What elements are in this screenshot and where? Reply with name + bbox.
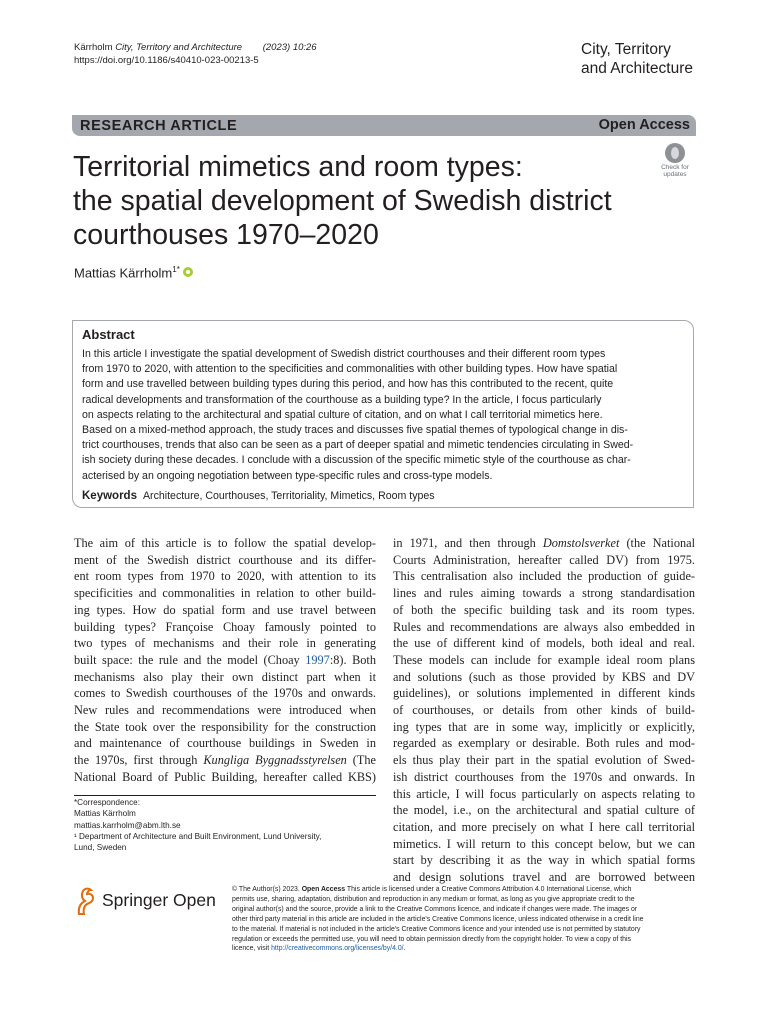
author-name[interactable]: Mattias Kärrholm xyxy=(74,265,173,281)
author-line xyxy=(74,265,193,280)
body-line: building types? Françoise Choay famously pointed to xyxy=(74,619,376,634)
license-line: permits use, sharing, adaptation, distribution and reproduction in any medium or format, as long as you give appropriate credit to the xyxy=(232,895,635,903)
body-line: start by describing it as the way in which spatial forms xyxy=(393,853,695,868)
abstract-line: ish society during these decades. I conclude with a discussion of the specific mimetic style of the courthouse as char- xyxy=(82,454,631,467)
footnote-line: Lund, Sweden xyxy=(74,843,127,853)
check-updates-icon xyxy=(665,143,685,163)
correspondence-footnote xyxy=(74,797,376,853)
body-line: of both the specific building task and its room types. xyxy=(393,602,695,617)
abstract-line: Based on a mixed-method approach, the study traces and discusses five spatial themes of typological change in dis- xyxy=(82,424,628,437)
body-line: These models can include for example ideal room plans xyxy=(393,652,695,667)
body-line: and design solutions travel and are borrowed between xyxy=(393,870,695,885)
body-line: els thus play their part in the spatial evolution of Swed- xyxy=(393,753,695,768)
body-line: the use of different kind of models, both ideal and real. xyxy=(393,636,695,651)
footnote-rule xyxy=(74,795,376,796)
body-line: this article, I will focus particularly on aspects relating to xyxy=(393,786,695,801)
citation-header xyxy=(74,42,317,67)
open-access-label: Open Access xyxy=(598,117,690,133)
springer-wordmark: Springer xyxy=(102,890,169,910)
body-line: New rules and recommendations were introduced when xyxy=(74,703,376,718)
abstract-line: form and use travelled between building types during this period, and how has this contributed to the recent, quite xyxy=(82,378,614,391)
body-line: The aim of this article is to follow the spatial develop- xyxy=(74,536,376,550)
body-line: mimetics. I will return to this concept below, but we can xyxy=(393,836,695,851)
title-line: courthouses 1970–2020 xyxy=(73,219,379,251)
body-line: of courthouses, or details from other kinds of build- xyxy=(393,703,695,718)
body-line: Rules and recommendations are always also embedded in xyxy=(393,619,695,634)
footnote-line: Mattias Kärrholm xyxy=(74,809,136,819)
body-line: ment of the Swedish district courthouse and its differ- xyxy=(74,552,376,567)
journal-name xyxy=(581,40,693,78)
license-line: licence, visit http://creativecommons.org/licenses/by/4.0/. xyxy=(232,945,406,953)
body-line: two types of mechanisms and their role in generating xyxy=(74,636,376,651)
journal-name-line2: and Architecture xyxy=(581,60,694,77)
license-text xyxy=(232,885,697,954)
body-line: the model, i.e., on the architectural and spatial culture of xyxy=(393,803,695,818)
author-affiliation-marks: 1* xyxy=(172,265,180,274)
body-line: lines and rules aiming towards a strong standardisation xyxy=(393,586,695,601)
body-line: guidelines), or solutions implemented in different kinds xyxy=(393,686,695,701)
body-line: built space: the rule and the model (Choay 1997:8). Both xyxy=(74,652,376,667)
author-email[interactable]: mattias.karrholm@abm.lth.se xyxy=(74,820,181,830)
citation-author: Kärrholm xyxy=(74,42,113,53)
abstract-heading: Abstract xyxy=(82,327,135,342)
doi-link[interactable]: https://doi.org/10.1186/s40410-023-00213-5 xyxy=(74,54,259,66)
keywords xyxy=(82,490,435,502)
abstract-text xyxy=(82,347,686,484)
body-line: in 1971, and then through Domstolsverket (the National xyxy=(393,536,695,550)
abstract-line: In this article I investigate the spatial development of Swedish district courthouses and their different room types xyxy=(82,348,606,360)
footnote-line: *Correspondence: xyxy=(74,798,140,807)
abstract-line: acterised by an ongoing negotiation between type-specific rules and cross-type models. xyxy=(82,469,493,482)
body-line: Courts Administration, hereafter called DV) from 1975. xyxy=(393,552,695,567)
abstract-line: trict courthouses, trends that also can be seen as a part of deeper spatial and mimetic tendencies circulating in Swed- xyxy=(82,439,634,452)
title-line: Territorial mimetics and room types: xyxy=(73,151,523,183)
license-line: regulation or exceeds the permitted use, you will need to obtain permission directly from the copyright holder. To view a copy of this xyxy=(232,935,631,943)
license-line: other third party material in this article are included in the article's Creative Commons licence, unless indicated otherwise in a credit line xyxy=(232,915,644,923)
check-for-updates-badge[interactable] xyxy=(656,142,694,180)
body-line: specificities and commonalities in relation to other build- xyxy=(74,586,376,601)
body-line: and solutions (such as those provided by KBS and DV xyxy=(393,669,695,684)
body-line: This centralisation also included the production of guide- xyxy=(393,569,695,584)
body-line: ing types. How do spatial form and use travel between xyxy=(74,602,376,617)
body-line: National Board of Public Building, hereafter called KBS) xyxy=(74,769,376,784)
body-line: ent room types from 1970 to 2020, with attention to its xyxy=(74,569,376,584)
body-line: mechanisms also play their own distinct part when it xyxy=(74,669,376,684)
journal-name-line1: City, Territory xyxy=(581,41,671,58)
abstract-line: radical developments and transformation of the courthouse as a building type? In the article, I focus particularly xyxy=(82,393,602,406)
keywords-list: Architecture, Courthouses, Territoriality, Mimetics, Room types xyxy=(142,490,435,502)
body-line: ish district courthouses from the 1970s and onwards. In xyxy=(393,769,695,784)
check-updates-text: Check for updates xyxy=(661,164,689,178)
keywords-label: Keywords xyxy=(82,490,137,502)
body-line: the State took over the responsibility for the construction xyxy=(74,719,376,734)
body-column-right xyxy=(393,535,695,886)
title-line: the spatial development of Swedish district xyxy=(73,185,612,217)
springer-horse-icon xyxy=(74,887,98,917)
citation-line xyxy=(74,42,317,55)
abstract-line: from 1970 to 2020, with attention to the specificities and commonalities with other building types. How have spatial xyxy=(82,363,618,376)
citation-link[interactable]: 1997 xyxy=(305,652,330,667)
license-link[interactable]: http://creativecommons.org/licenses/by/4.0/ xyxy=(271,945,404,953)
footnote-line: ¹ Department of Architecture and Built Environment, Lund University, xyxy=(74,831,322,841)
body-line: and maintenance of courthouse buildings in Sweden in xyxy=(74,736,376,751)
body-line: ing types that are in some way, implicitly or explicitly, xyxy=(393,719,695,734)
orcid-icon[interactable] xyxy=(183,267,193,277)
license-line: © The Author(s) 2023. Open Access This article is licensed under a Creative Commons Attribution 4.0 International License, which xyxy=(232,886,632,893)
article-type-label: RESEARCH ARTICLE xyxy=(80,118,238,134)
license-line: original author(s) and the source, provide a link to the Creative Commons licence, and indicate if changes were made. The images or xyxy=(232,905,638,913)
body-column-left xyxy=(74,535,376,786)
citation-volume: (2023) 10:26 xyxy=(262,42,317,53)
body-line: the 1970s, first through Kungliga Byggnadsstyrelsen (The xyxy=(74,753,376,768)
article-type-banner xyxy=(72,115,696,136)
abstract-line: on aspects relating to the architectural and spatial culture of citation, and on what I call territorial mimetics here. xyxy=(82,408,603,421)
license-line: to the material. If material is not included in the article's Creative Commons licence and your intended use is not permitted by statutory xyxy=(232,925,641,933)
body-line: citation, and more precisely on what I here call territorial xyxy=(393,819,695,834)
citation-journal: City, Territory and Architecture xyxy=(115,42,243,53)
body-line: comes to Swedish courthouses of the 1970s and onwards. xyxy=(74,686,376,701)
open-wordmark: Open xyxy=(168,890,216,910)
body-line: regarded as exemplary or desirable. Both rules and mod- xyxy=(393,736,695,751)
article-title xyxy=(73,150,643,252)
